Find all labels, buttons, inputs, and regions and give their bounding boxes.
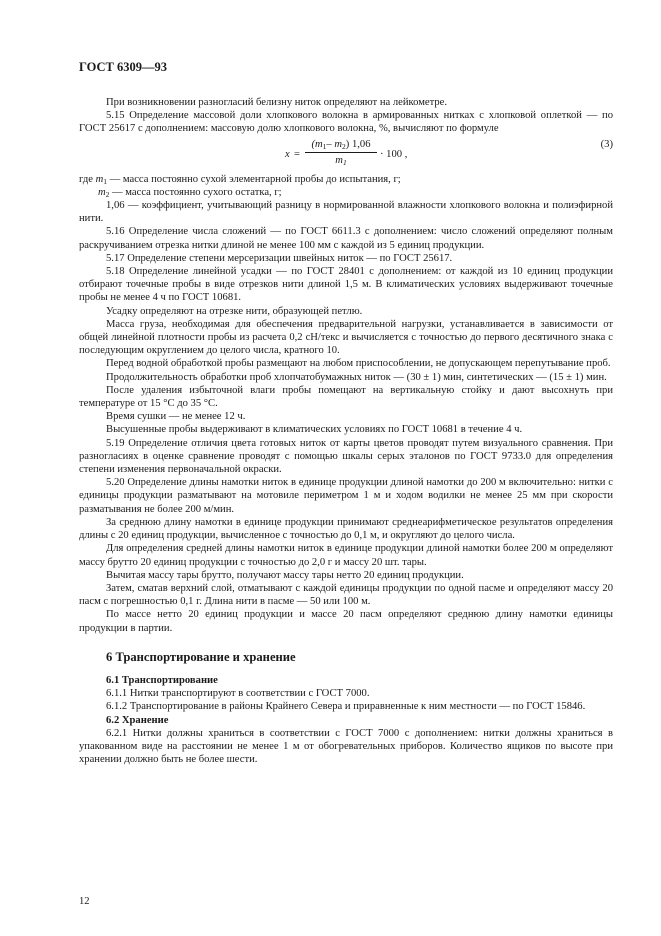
section-6-2-title: 6.2 Хранение — [106, 714, 169, 726]
paragraph-5-16: 5.16 Определение числа сложений — по ГОСТ 6611.3 с дополнением: число сложений определяют полным раскручиванием отрезка нитки длиной не менее 100 мм с каждой из 5 единиц продукции. — [79, 226, 613, 251]
paragraph-5-19: 5.19 Определение отличия цвета готовых ниток от карты цветов проводят путем визуального сравнения. При разногласиях в оценке сравнение проводят с помощью шкалы серых эталонов по ГОСТ 9733.0 для определения степени изменения первоначальной окраски. — [79, 437, 613, 476]
formula-denominator: $m_1$ — [335, 154, 347, 167]
formula-equals: = — [294, 148, 300, 160]
paragraph-average-length: За среднюю длину намотки в единице продукции принимают среднеарифметическое результатов определения длины с 20 единиц продукции, вычисленное с точностью до 0,1 м, и округляют до целого числа. — [79, 516, 613, 542]
document-code-header: ГОСТ 6309—93 — [79, 60, 168, 74]
paragraph-treatment-duration: Продолжительность обработки проб хлопчатобумажных ниток — (30 ± 1) мин, синтетических — (15 ± 1) мин. — [106, 371, 607, 383]
where-coefficient: 1,06 — коэффициент, учитывающий разницу в нормированной влажности хлопкового волокна и полиэфирной нити. — [79, 200, 613, 225]
document-body — [79, 96, 613, 766]
paragraph-5-15: 5.15 Определение массовой доли хлопкового волокна в армированных нитках с хлопковой оплеткой — по ГОСТ 25617 с дополнением: массовую долю хлопкового волокна, %, вычисляют по формуле — [79, 110, 613, 135]
formula-3 — [79, 138, 613, 172]
page-number: 12 — [79, 896, 90, 907]
paragraph-6-1-2: 6.1.2 Транспортирование в районы Крайнего Севера и приравненные к ним местности — по ГОСТ 15846. — [106, 701, 586, 713]
paragraph-drying-time: Время сушки — не менее 12 ч. — [106, 411, 246, 423]
paragraph-6-2-1: 6.2.1 Нитки должны храниться в соответствии с ГОСТ 7000 с дополнением: нитки должны храниться в упакованном виде на расстоянии не менее 1 м от обогревательных приборов. Количество ящиков по высоте при хранении должно быть не более шести. — [79, 727, 613, 766]
formula-multiplier: · 100 , — [380, 148, 408, 160]
paragraph-5-17: 5.17 Определение степени мерсеризации швейных ниток — по ГОСТ 25617. — [106, 252, 453, 264]
paragraph-over-200m: Для определения средней длины намотки ниток в единице продукции длиной намотки более 200 м определяют массу брутто 20 единиц продукции с точностью до 2,0 г и массу 20 шт. тары. — [79, 543, 613, 568]
paragraph-drying: После удаления избыточной влаги пробы помещают на вертикальную стойку и дают высохнуть при температуре от 15 °С до 35 °С. — [79, 384, 613, 410]
where-m1: где $m_1$ — масса постоянно сухой элементарной пробы до испытания, г; — [79, 173, 401, 186]
section-6-1-title: 6.1 Транспортирование — [106, 674, 218, 686]
paragraph-conditioning: Высушенные пробы выдерживают в климатических условиях по ГОСТ 10681 в течение 4 ч. — [106, 424, 523, 436]
paragraph-6-1-1: 6.1.1 Нитки транспортируют в соответствии с ГОСТ 7000. — [106, 688, 370, 700]
paragraph-average-unit-length: По массе нетто 20 единиц продукции и массе 20 пасм определяют среднюю длину намотки единицы продукции в партии. — [79, 609, 613, 634]
paragraph-shrinkage-loop: Усадку определяют на отрезке нити, образующей петлю. — [106, 305, 363, 317]
paragraph-tare-mass: Вычитая массу тары брутто, получают массу тары нетто 20 единиц продукции. — [106, 569, 464, 581]
paragraph-5-20: 5.20 Определение длины намотки ниток в единице продукции длиной намотки до 200 м включительно: нитки с единицы продукции разматывают на мотовиле периметром 1 м и ходом водилки не менее 25 мм при скорости разматывания не более 200 м/мин. — [79, 477, 613, 515]
where-m2: $m_2$ — масса постоянно сухого остатка, г; — [98, 186, 282, 199]
formula-fraction — [305, 138, 377, 167]
formula-number: (3) — [600, 138, 613, 150]
paragraph-water-treatment: Перед водной обработкой пробы размещают на любом приспособлении, не допускающем перепутывание проб. — [106, 358, 611, 370]
paragraph-whiteness: При возникновении разногласий белизну ниток определяют на лейкометре. — [106, 97, 448, 108]
paragraph-5-18: 5.18 Определение линейной усадки — по ГОСТ 28401 с дополнением: от каждой из 10 единиц продукции отбирают точечные пробы в виде отрезков нити длиной 1,5 м. В климатических условиях выдерживают точечные пробы не менее 4 ч по ГОСТ 10681. — [79, 266, 613, 304]
section-6-title: 6 Транспортирование и хранение — [106, 649, 296, 664]
paragraph-load-mass: Масса груза, необходимая для обеспечения предварительной нагрузки, устанавливается в зависимости от общей линейной плотности пробы из расчета 0,2 сН/текс и вычисляется с точностью до первого десятичного знака с последующим округлением до целого числа, кратного 10. — [79, 318, 613, 357]
formula-lhs: x — [285, 148, 290, 160]
paragraph-skeins: Затем, сматав верхний слой, отматывают с каждой единицы продукции по одной пасме и определяют массу 20 пасм с погрешностью 0,1 г. Длина нити в пасме — 50 или 100 м. — [79, 582, 613, 608]
formula-numerator: ($m_1-$ $m_2$) 1,06 — [305, 138, 377, 153]
